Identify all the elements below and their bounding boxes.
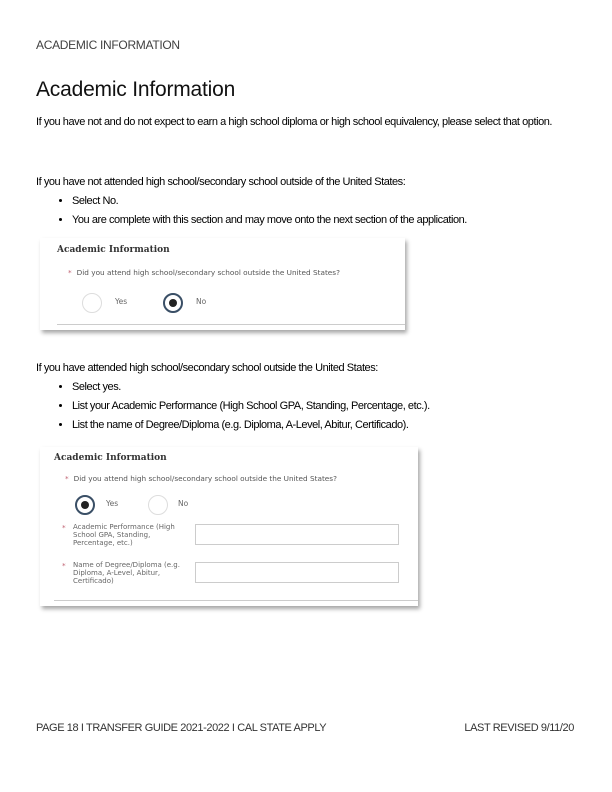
question-text: Did you attend high school/secondary school outside the United States? xyxy=(73,474,337,483)
academic-performance-input[interactable] xyxy=(195,524,399,545)
bullet-item: • Select No. xyxy=(72,192,467,211)
radio-no-label: No xyxy=(178,499,189,508)
required-marker: * xyxy=(68,268,72,277)
degree-diploma-label: Name of Degree/Diploma (e.g. Diploma, A-Level, Abitur, Certificado) xyxy=(73,561,180,585)
form-heading: Academic Information xyxy=(57,245,170,255)
question-text: Did you attend high school/secondary school outside the United States? xyxy=(76,268,340,277)
radio-yes-label: Yes xyxy=(115,297,128,306)
question-label xyxy=(68,268,340,277)
bullet-item: • List your Academic Performance (High School GPA, Standing, Percentage, etc.). xyxy=(72,397,430,416)
divider xyxy=(54,600,418,601)
radio-yes-label: Yes xyxy=(106,499,119,508)
radio-no[interactable] xyxy=(148,495,168,515)
radio-no[interactable] xyxy=(163,293,183,313)
radio-yes[interactable] xyxy=(82,293,102,313)
academic-performance-label: Academic Performance (High School GPA, Standing, Percentage, etc.) xyxy=(73,523,175,547)
no-section-bullets xyxy=(36,192,467,230)
yes-section-lead: If you have attended high school/secondary school outside the United States: xyxy=(36,362,378,374)
bullet-item: • List the name of Degree/Diploma (e.g. Diploma, A-Level, Abitur, Certificado). xyxy=(72,416,430,435)
bullet-item: • You are complete with this section and may move onto the next section of the application. xyxy=(72,211,467,230)
screenshot-yes-selected xyxy=(40,447,418,606)
page-title: Academic Information xyxy=(36,78,236,101)
required-marker: * xyxy=(65,474,69,483)
question-label xyxy=(65,474,337,483)
screenshot-no-selected xyxy=(40,238,405,330)
intro-paragraph: If you have not and do not expect to earn a high school diploma or high school equivalency, please select that option. xyxy=(36,116,553,128)
running-header: ACADEMIC INFORMATION xyxy=(36,38,180,52)
required-marker: * xyxy=(62,561,66,570)
form-heading: Academic Information xyxy=(54,453,167,463)
required-marker: * xyxy=(62,523,66,532)
footer-left: PAGE 18 I TRANSFER GUIDE 2021-2022 I CAL STATE APPLY xyxy=(36,722,327,734)
degree-diploma-input[interactable] xyxy=(195,562,399,583)
bullet-item: • Select yes. xyxy=(72,378,430,397)
no-section-lead: If you have not attended high school/secondary school outside of the United States: xyxy=(36,176,406,188)
radio-yes[interactable] xyxy=(75,495,95,515)
divider xyxy=(57,324,405,325)
radio-no-label: No xyxy=(196,297,207,306)
footer-right: LAST REVISED 9/11/20 xyxy=(464,722,574,734)
yes-section-bullets xyxy=(36,378,430,435)
